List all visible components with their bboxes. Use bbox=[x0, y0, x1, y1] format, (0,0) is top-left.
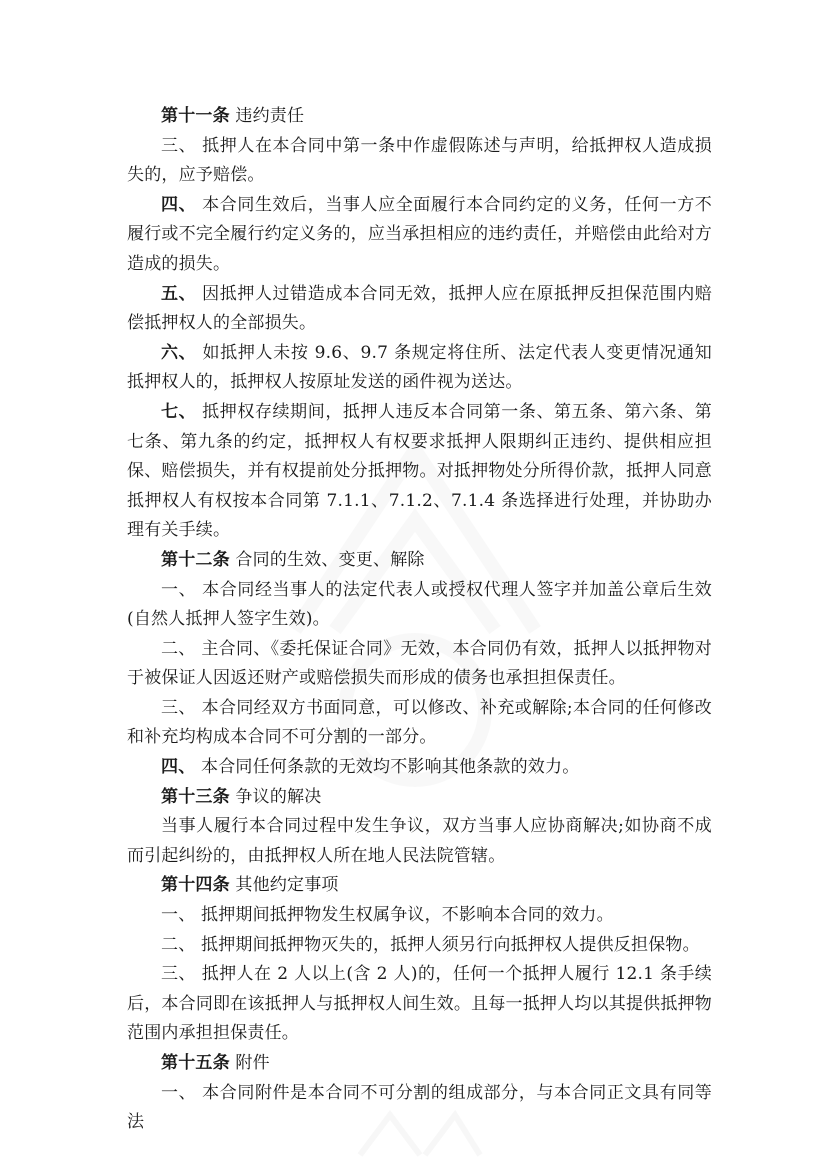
paragraph-text: 本合同经当事人的法定代表人或授权代理人签字并加盖公章后生效(自然人抵押人签字生效)。 bbox=[127, 579, 712, 630]
paragraph bbox=[127, 901, 712, 931]
paragraph-lead: 六、 bbox=[161, 342, 197, 363]
paragraph-text: 抵押期间抵押物灭失的，抵押人须另行向抵押权人提供反担保物。 bbox=[195, 934, 700, 955]
paragraph-text: 抵押人在 2 人以上(含 2 人)的，任何一个抵押人履行 12.1 条手续后，本合同即在该抵押人与抵押权人间生效。且每一抵押人均以其提供抵押物范围内承担担保责任。 bbox=[127, 964, 712, 1044]
paragraph-lead: 第十一条 bbox=[161, 106, 230, 126]
paragraph-lead: 四、 bbox=[161, 194, 197, 215]
paragraph-lead: 二、 bbox=[161, 934, 196, 955]
paragraph bbox=[127, 280, 712, 339]
paragraph bbox=[127, 635, 712, 694]
paragraph-text: 争议的解决 bbox=[229, 786, 322, 807]
paragraph-text: 违约责任 bbox=[229, 106, 305, 126]
paragraph bbox=[127, 753, 712, 783]
paragraph bbox=[127, 132, 712, 191]
paragraph-text: 本合同经双方书面同意，可以修改、补充或解除;本合同的任何修改和补充均构成本合同不可分割的一部分。 bbox=[127, 697, 712, 748]
paragraph-text: 本合同附件是本合同不可分割的组成部分，与本合同正文具有同等法 bbox=[127, 1082, 712, 1133]
paragraph-lead: 第十三条 bbox=[161, 786, 230, 807]
paragraph-text: 本合同任何条款的无效均不影响其他条款的效力。 bbox=[195, 757, 580, 778]
paragraph-lead: 第十四条 bbox=[161, 875, 230, 896]
paragraph-text: 合同的生效、变更、解除 bbox=[229, 549, 425, 570]
paragraph bbox=[127, 960, 712, 1049]
paragraph-lead: 三、 bbox=[161, 964, 196, 985]
paragraph bbox=[127, 191, 712, 280]
paragraph-text: 抵押期间抵押物发生权属争议，不影响本合同的效力。 bbox=[195, 905, 614, 926]
paragraph bbox=[127, 546, 712, 576]
paragraph-lead: 三、 bbox=[161, 697, 196, 718]
paragraph-text: 抵押人在本合同中第一条中作虚假陈述与声明，给抵押权人造成损失的，应予赔偿。 bbox=[127, 135, 712, 186]
paragraph bbox=[127, 576, 712, 635]
paragraph-lead: 第十二条 bbox=[161, 549, 230, 570]
paragraph-lead: 五、 bbox=[161, 283, 197, 304]
paragraph-lead: 一、 bbox=[161, 579, 197, 600]
paragraph bbox=[127, 1049, 712, 1079]
paragraph bbox=[127, 812, 712, 871]
paragraph bbox=[127, 102, 712, 132]
paragraph bbox=[127, 694, 712, 753]
paragraph-lead: 二、 bbox=[161, 638, 196, 659]
document-body bbox=[127, 102, 712, 1138]
paragraph-lead: 第十五条 bbox=[161, 1053, 230, 1073]
paragraph bbox=[127, 398, 712, 546]
paragraph-text: 主合同、《委托保证合同》无效，本合同仍有效，抵押人以抵押物对于被保证人因返还财产或赔偿损失而形成的债务也承担担保责任。 bbox=[127, 638, 712, 689]
paragraph-lead: 七、 bbox=[161, 401, 197, 422]
paragraph-text: 如抵押人未按 9.6、9.7 条规定将住所、法定代表人变更情况通知抵押权人的，抵押权人按原址发送的函件视为送达。 bbox=[127, 342, 712, 393]
paragraph-lead: 一、 bbox=[161, 1082, 197, 1103]
paragraph-lead: 三、 bbox=[161, 135, 197, 156]
paragraph-text: 当事人履行本合同过程中发生争议，双方当事人应协商解决;如协商不成而引起纠纷的，由抵押权人所在地人民法院管辖。 bbox=[127, 816, 712, 866]
paragraph-lead: 一、 bbox=[161, 905, 196, 926]
paragraph-text: 因抵押人过错造成本合同无效，抵押人应在原抵押反担保范围内赔偿抵押权人的全部损失。 bbox=[127, 283, 712, 334]
paragraph bbox=[127, 339, 712, 398]
paragraph-text: 本合同生效后，当事人应全面履行本合同约定的义务，任何一方不履行或不完全履行约定义务的，应当承担相应的违约责任，并赔偿由此给对方造成的损失。 bbox=[127, 194, 712, 274]
paragraph-text: 附件 bbox=[229, 1053, 270, 1073]
paragraph bbox=[127, 1079, 712, 1138]
paragraph-text: 其他约定事项 bbox=[229, 875, 339, 896]
paragraph bbox=[127, 871, 712, 901]
paragraph-text: 抵押权存续期间，抵押人违反本合同第一条、第五条、第六条、第七条、第九条的约定，抵押权人有权要求抵押人限期纠正违约、提供相应担保、赔偿损失，并有权提前处分抵押物。对抵押物处分所得价款，抵押人同意抵押权人有权按本合同第 7.1.1、7.1.2、7.1.4 条选择进行处理，并协助办理有关手续。 bbox=[127, 401, 712, 541]
paragraph bbox=[127, 783, 712, 813]
paragraph-lead: 四、 bbox=[161, 757, 196, 778]
paragraph bbox=[127, 931, 712, 961]
